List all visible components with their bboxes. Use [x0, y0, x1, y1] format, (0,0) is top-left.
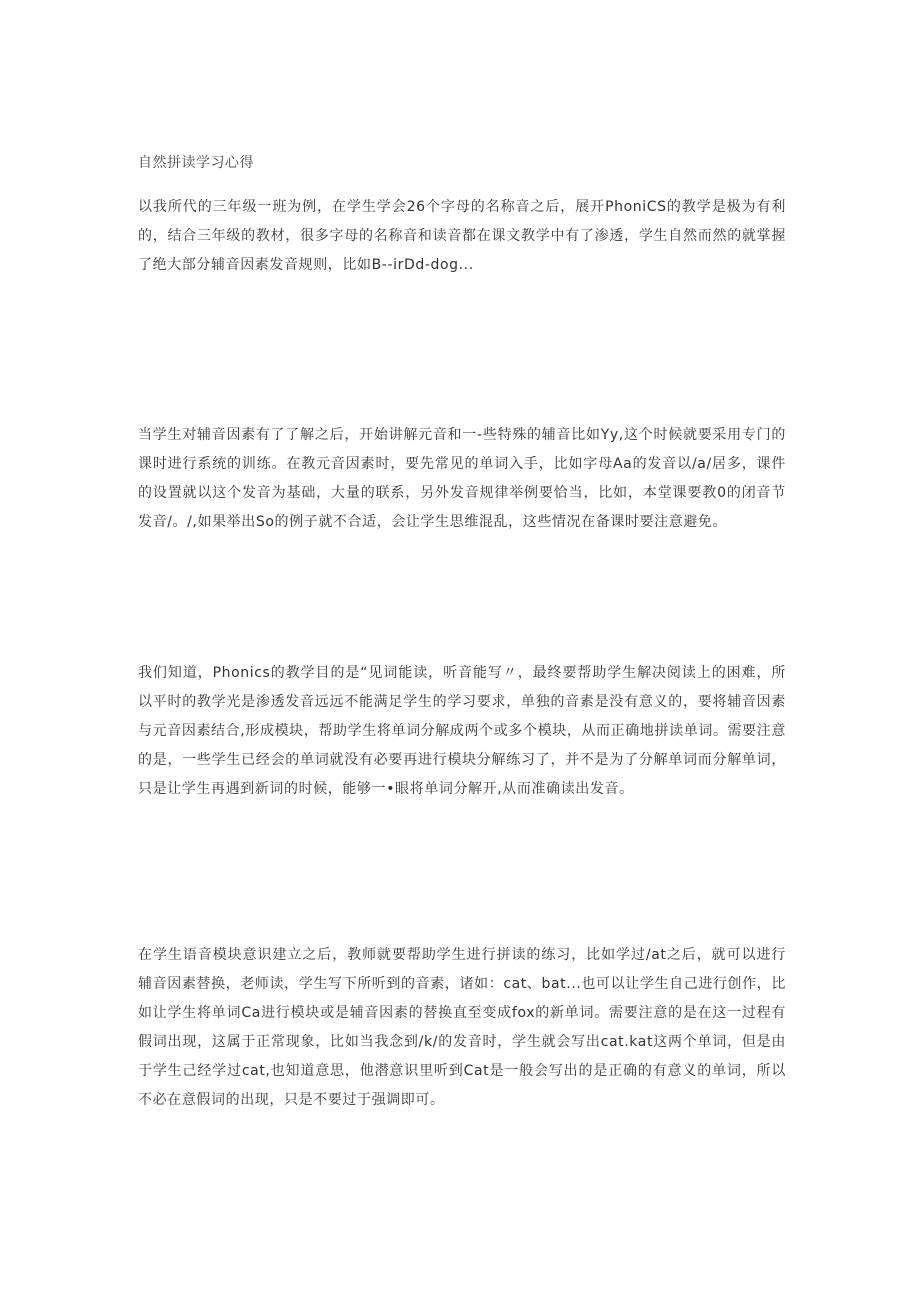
- document-title: 自然拼读学习心得: [138, 155, 254, 171]
- paragraph-2: 当学生对辅音因素有了了解之后，开始讲解元音和一-些特殊的辅音比如Yy,这个时候就要采用专门的课时进行系统的训练。在教元音因素时，要先常见的单词入手，比如字母Aa的发音以/a/居多，课件的设置就以这个发音为基础，大量的联系，另外发音规律举例要恰当，比如，本堂课要教0的闭音节发音/。/,如果举出So的例子就不合适，会让学生思维混乱，这些情况在备课时要注意避免。: [138, 427, 786, 530]
- paragraph-4: 在学生语音模块意识建立之后，教师就要帮助学生进行拼读的练习，比如学过/at之后，就可以进行辅音因素替换，老师读，学生写下所听到的音素，诸如：cat、bat...也可以让学生自己进行创作，比如让学生将单词Ca进行模块或是辅音因素的替换直至变成fox的新单词。需要注意的是在这一过程有假词出现，这属于正常现象，比如当我念到/k/的发音时，学生就会写出cat.kat这两个单词，但是由于学生己经学过cat,也知道意思，他潜意识里听到Cat是一般会写出的是正确的有意义的单词，所以不必在意假词的出现，只是不要过于强调即可。: [138, 947, 786, 1108]
- paragraph-3: 我们知道，Phonics的教学目的是“见词能读，听音能写〃，最终要帮助学生解决阅读上的困难，所以平时的教学光是渗透发音远远不能满足学生的学习要求，单独的音素是没有意义的，要将辅音因素与元音因素结合,形成模块，帮助学生将单词分解成两个或多个模块，从而正确地拼读单词。需要注意的是，一些学生已经会的单词就没有必要再进行模块分解练习了，并不是为了分解单词而分解单词，只是让学生再遇到新词的时候，能够一•眼将单词分解开,从而准确读出发音。: [138, 665, 786, 797]
- paragraph-1: 以我所代的三年级一班为例，在学生学会26个字母的名称音之后，展开PhoniCS的教学是极为有利的，结合三年级的教材，很多字母的名称音和读音都在课文教学中有了渗透，学生自然而然的就掌握了绝大部分辅音因素发音规则，比如B--irDd-dog...: [138, 199, 786, 273]
